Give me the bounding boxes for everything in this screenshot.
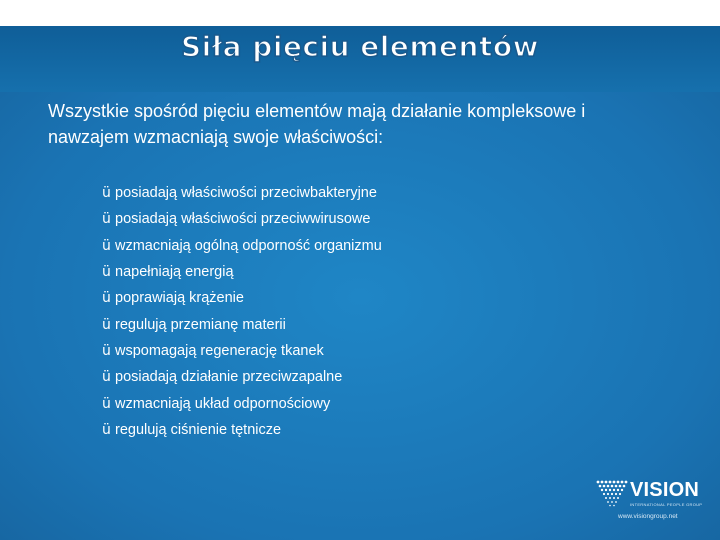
checkmark-icon: ü: [102, 316, 111, 333]
checkmark-icon: ü: [102, 342, 111, 359]
list-item-label: wzmacniają układ odpornościowy: [115, 395, 331, 412]
list-item: [102, 285, 382, 311]
vision-logo-wordmark: VISION: [630, 479, 699, 501]
top-white-band: [0, 0, 720, 26]
vision-triangle-logo-icon: [596, 480, 628, 513]
vision-logo-tagline: INTERNATIONAL PEOPLE GROUP: [630, 502, 703, 507]
website-url: www.visiongroup.net: [618, 513, 678, 520]
checkmark-icon: ü: [102, 211, 111, 228]
list-item: [102, 390, 382, 416]
list-item: [102, 364, 382, 390]
benefits-list: [102, 180, 382, 443]
list-item-label: regulują ciśnienie tętnicze: [115, 421, 282, 438]
list-item-label: posiadają działanie przeciwzapalne: [115, 369, 343, 386]
intro-paragraph: Wszystkie spośród pięciu elementów mają działanie kompleksowe i nawzajem wzmacniają swoje właściwości:: [48, 101, 586, 147]
list-item: [102, 417, 382, 443]
list-item: [102, 233, 382, 259]
list-item-label: posiadają właściwości przeciwbakteryjne: [115, 185, 377, 202]
list-item-label: poprawiają krążenie: [115, 290, 244, 307]
checkmark-icon: ü: [102, 237, 111, 254]
list-item: [102, 259, 382, 285]
list-item-label: regulują przemianę materii: [115, 316, 286, 333]
list-item: [102, 180, 382, 206]
list-item: [102, 311, 382, 337]
checkmark-icon: ü: [102, 421, 111, 438]
list-item: [102, 206, 382, 232]
list-item: [102, 338, 382, 364]
list-item-label: napełniają energią: [115, 264, 234, 281]
checkmark-icon: ü: [102, 395, 111, 412]
checkmark-icon: ü: [102, 290, 111, 307]
list-item-label: posiadają właściwości przeciwwirusowe: [115, 211, 371, 228]
list-item-label: wspomagają regenerację tkanek: [115, 342, 324, 359]
checkmark-icon: ü: [102, 185, 111, 202]
list-item-label: wzmacniają ogólną odporność organizmu: [115, 237, 382, 254]
checkmark-icon: ü: [102, 264, 111, 281]
vision-logo: [594, 478, 704, 526]
checkmark-icon: ü: [102, 369, 111, 386]
slide-title: Siła pięciu elementów: [181, 30, 539, 63]
